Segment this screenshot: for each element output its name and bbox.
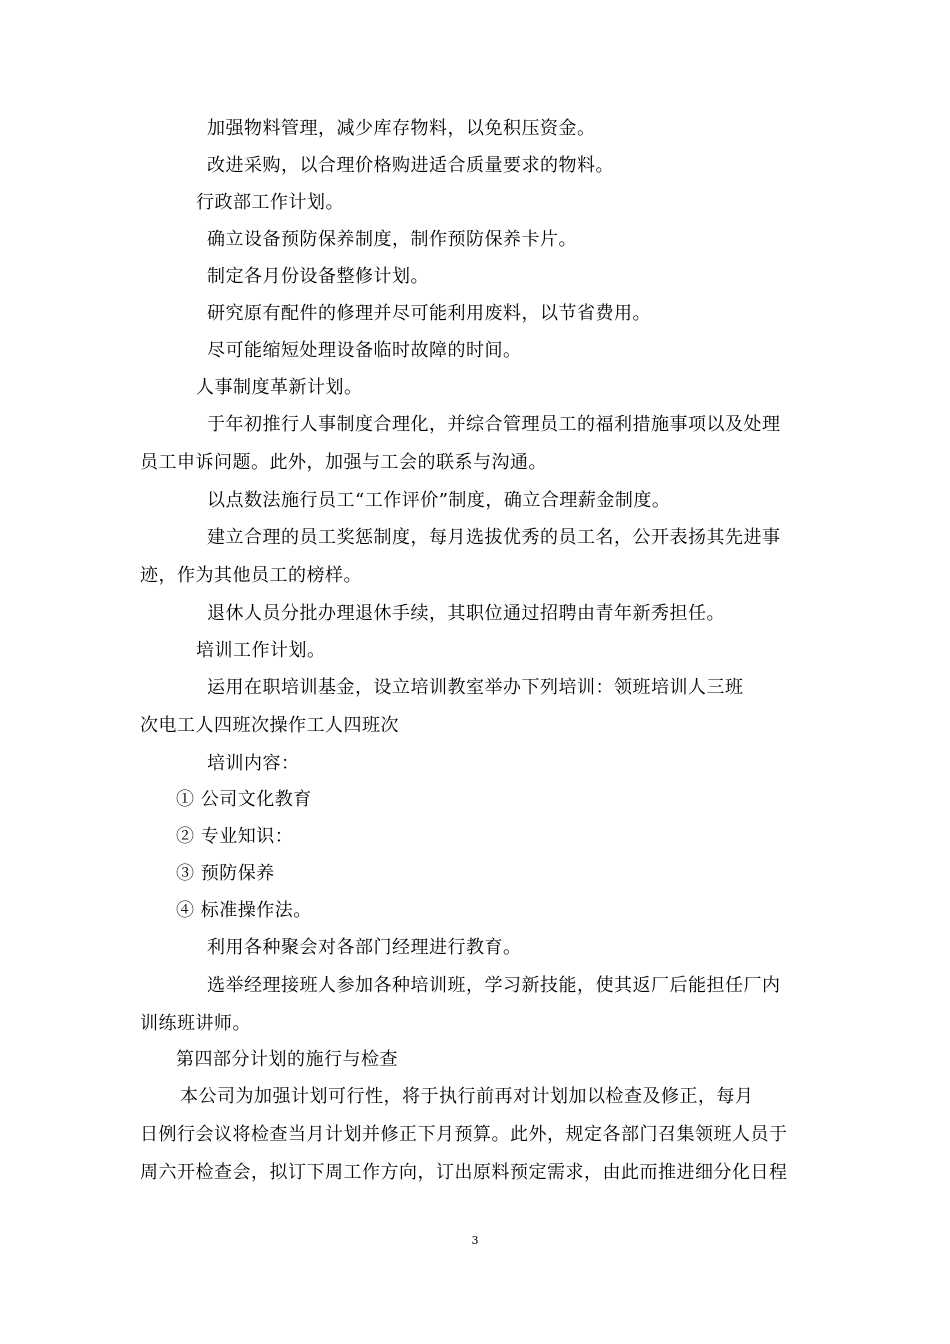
text-line: 制定各月份设备整修计划。 bbox=[207, 266, 429, 287]
section-heading: 行政部工作计划。 bbox=[196, 192, 344, 213]
text-line: 培训内容： bbox=[207, 753, 300, 774]
text-line: 迹，作为其他员工的榜样。 bbox=[140, 565, 362, 586]
list-item: ② 专业知识： bbox=[176, 826, 294, 847]
text-line: 选举经理接班人参加各种培训班，学习新技能，使其返厂后能担任厂内 bbox=[207, 975, 781, 996]
list-item: ④ 标准操作法。 bbox=[176, 900, 312, 921]
text-line: 建立合理的员工奖惩制度，每月选拔优秀的员工名，公开表扬其先进事 bbox=[207, 527, 781, 548]
section-heading: 第四部分计划的施行与检查 bbox=[176, 1049, 398, 1070]
list-item: ① 公司文化教育 bbox=[176, 789, 312, 810]
text-line: 加强物料管理，减少库存物料，以免积压资金。 bbox=[207, 118, 596, 139]
text-line: 改进采购，以合理价格购进适合质量要求的物料。 bbox=[207, 155, 614, 176]
text-line: 利用各种聚会对各部门经理进行教育。 bbox=[207, 937, 522, 958]
page-number: 3 bbox=[471, 1234, 479, 1247]
text-line: 于年初推行人事制度合理化，并综合管理员工的福利措施事项以及处理 bbox=[207, 414, 781, 435]
text-line: 以点数法施行员工“工作评价”制度，确立合理薪金制度。 bbox=[207, 490, 671, 511]
text-line: 本公司为加强计划可行性，将于执行前再对计划加以检查及修正，每月 bbox=[180, 1086, 754, 1107]
text-line: 训练班讲师。 bbox=[140, 1013, 251, 1034]
text-line: 研究原有配件的修理并尽可能利用废料，以节省费用。 bbox=[207, 303, 651, 324]
text-line: 确立设备预防保养制度，制作预防保养卡片。 bbox=[207, 229, 577, 250]
text-line: 日例行会议将检查当月计划并修正下月预算。此外，规定各部门召集领班人员于 bbox=[140, 1124, 788, 1145]
text-line: 尽可能缩短处理设备临时故障的时间。 bbox=[207, 340, 522, 361]
list-item: ③ 预防保养 bbox=[176, 863, 275, 884]
text-line: 次电工人四班次操作工人四班次 bbox=[140, 715, 399, 736]
text-line: 周六开检查会，拟订下周工作方向，订出原料预定需求，由此而推进细分化日程 bbox=[140, 1162, 788, 1183]
text-line: 退休人员分批办理退休手续，其职位通过招聘由青年新秀担任。 bbox=[207, 603, 725, 624]
section-heading: 人事制度革新计划。 bbox=[196, 377, 363, 398]
text-line: 员工申诉问题。此外，加强与工会的联系与沟通。 bbox=[140, 452, 547, 473]
text-line: 运用在职培训基金，设立培训教室举办下列培训：领班培训人三班 bbox=[207, 677, 744, 698]
section-heading: 培训工作计划。 bbox=[196, 640, 326, 661]
